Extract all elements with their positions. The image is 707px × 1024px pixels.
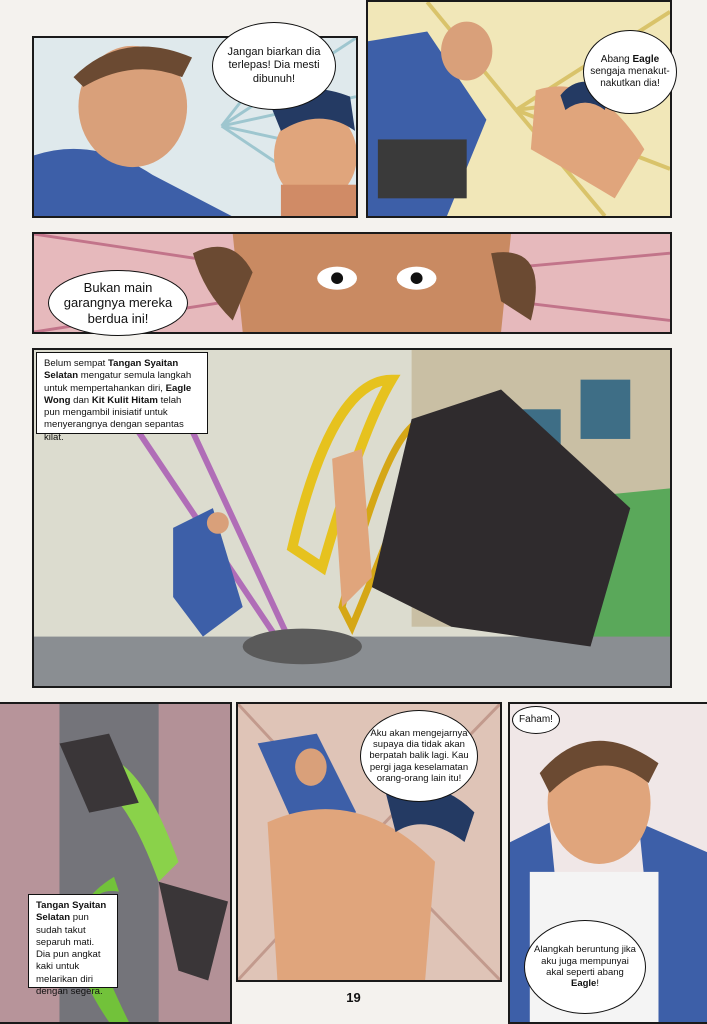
- panel-7-speech-end: !: [596, 978, 599, 990]
- page-number: 19: [346, 990, 361, 1005]
- panel-6-speech-bubble: [360, 710, 478, 802]
- panel-1-speech-bubble: [212, 22, 336, 110]
- panel-5-caption-text: pun sudah takut separuh mati. Dia pun angkat kaki untuk melarikan diri dengan segera.: [36, 912, 103, 997]
- panel-2-speech-bubble: [583, 30, 677, 114]
- panel-7-speech-lead: Alangkah beruntung jika aku juga mempunyai akal seperti abang: [534, 944, 636, 978]
- panel-4-caption-text-4: telah pun mengambil inisiatif untuk menyerangnya dengan sepantas kilat.: [44, 394, 184, 443]
- panel-4-caption-name-3: Kit Kulit Hitam: [91, 394, 158, 406]
- panel-4-caption-name-1: Tangan Syaitan Selatan: [44, 358, 179, 382]
- panel-7-speech-top-text: Faham!: [519, 714, 553, 725]
- panel-4-caption: [36, 352, 208, 443]
- panel-1-speech-text: Jangan biarkan dia terlepas! Dia mesti dibunuh!: [227, 46, 321, 85]
- panel-4-caption-name-2: Eagle Wong: [44, 382, 192, 406]
- panel-2-speech-name: Eagle: [632, 54, 660, 65]
- panel-2-speech-rest: sengaja menakut-nakutkan dia!: [590, 66, 670, 89]
- panel-2-speech-lead: Abang: [600, 54, 633, 65]
- panel-7-speech-bubble-top: [512, 706, 560, 734]
- panel-6-speech-text: Aku akan mengejarnya supaya dia tidak akan berpatah balik lagi. Kau pergi jaga keselamatan orang-orang lain itu!: [369, 727, 469, 785]
- panel-5-caption: [28, 894, 118, 997]
- panel-3-speech-text: Bukan main garangnya mereka berdua ini!: [63, 279, 173, 326]
- panel-3-speech-bubble: [48, 270, 188, 336]
- panel-4-caption-text-3: dan: [70, 394, 92, 406]
- panel-7-speech-name: Eagle: [571, 978, 597, 990]
- panel-4-caption-text-2: mengatur semula langkah untuk mempertahankan diri,: [44, 370, 192, 394]
- panel-4-caption-text-1: Belum sempat: [44, 358, 108, 369]
- panel-5-caption-name: Tangan Syaitan Selatan: [36, 900, 107, 924]
